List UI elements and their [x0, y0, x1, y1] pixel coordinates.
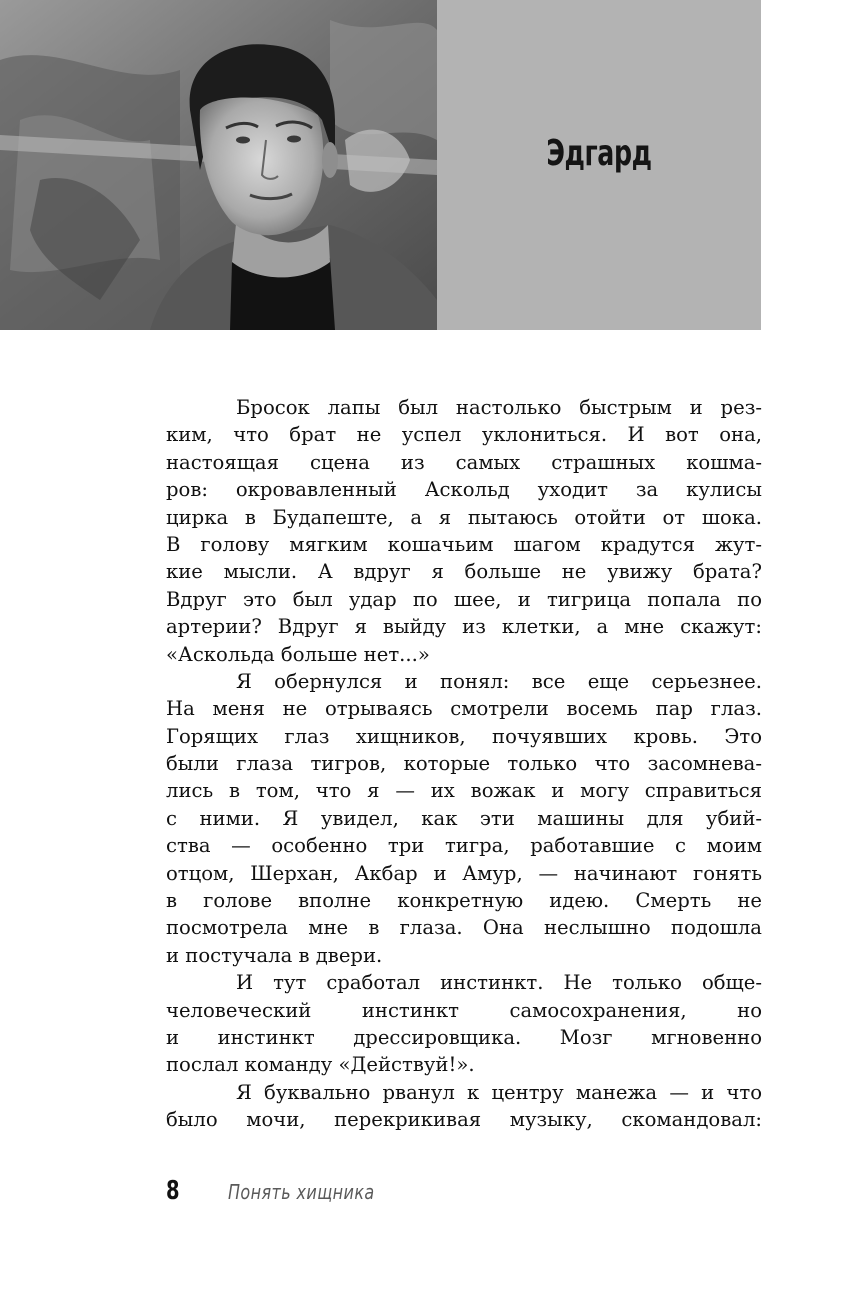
text-line: лись в том, что я — их вожак и могу справиться	[166, 779, 762, 803]
text-line: и постучала в двери.	[166, 943, 383, 967]
running-title: Понять хищника	[228, 1180, 375, 1204]
chapter-header-panel	[437, 0, 761, 330]
text-line: И тут сработал инстинкт. Не только обще-	[236, 971, 762, 995]
text-line: ства — особенно три тигра, работавшие с моим	[166, 834, 762, 858]
text-line: настоящая сцена из самых страшных кошма-	[166, 450, 762, 474]
text-line: артерии? Вдруг я выйду из клетки, а мне скажут:	[166, 615, 762, 639]
text-line: На меня не отрываясь смотрели восемь пар глаз.	[166, 697, 762, 721]
text-line: В голову мягким кошачьим шагом крадутся жут-	[166, 532, 762, 556]
text-line: Бросок лапы был настолько быстрым и рез-	[236, 396, 762, 419]
text-line: «Аскольда больше нет...»	[166, 642, 430, 666]
body-text	[166, 394, 762, 1134]
chapter-title: Эдгард	[546, 133, 652, 174]
text-line: ров: окровавленный Аскольд уходит за кулисы	[166, 478, 762, 502]
text-line: Я буквально рванул к центру манежа — и что	[236, 1080, 762, 1104]
text-line: цирка в Будапеште, а я пытаюсь отойти от шока.	[166, 505, 762, 529]
text-line: было мочи, перекрикивая музыку, скомандовал:	[166, 1108, 762, 1132]
text-line: Вдруг это был удар по шее, и тигрица попала по	[166, 587, 762, 611]
text-line: ким, что брат не успел уклониться. И вот она,	[166, 423, 762, 447]
text-line: Горящих глаз хищников, почуявших кровь. Это	[166, 724, 762, 748]
text-line: посмотрела мне в глаза. Она неслышно подошла	[166, 916, 762, 940]
text-line: Я обернулся и понял: все еще серьезнее.	[236, 669, 762, 693]
page-footer	[166, 1176, 411, 1210]
text-line: человеческий инстинкт самосохранения, но	[166, 998, 762, 1022]
text-line: послал команду «Действуй!».	[166, 1053, 475, 1077]
text-line: с ними. Я увидел, как эти машины для убий-	[166, 806, 762, 830]
page-number: 8	[166, 1176, 180, 1206]
text-line: отцом, Шерхан, Акбар и Амур, — начинают гонять	[166, 861, 762, 885]
text-line: в голове вполне конкретную идею. Смерть не	[166, 889, 762, 913]
author-photo	[0, 0, 437, 330]
text-line: кие мысли. А вдруг я больше не увижу брата?	[166, 560, 762, 584]
text-line: и инстинкт дрессировщика. Мозг мгновенно	[166, 1025, 762, 1049]
text-line: были глаза тигров, которые только что засомнева-	[166, 752, 762, 776]
